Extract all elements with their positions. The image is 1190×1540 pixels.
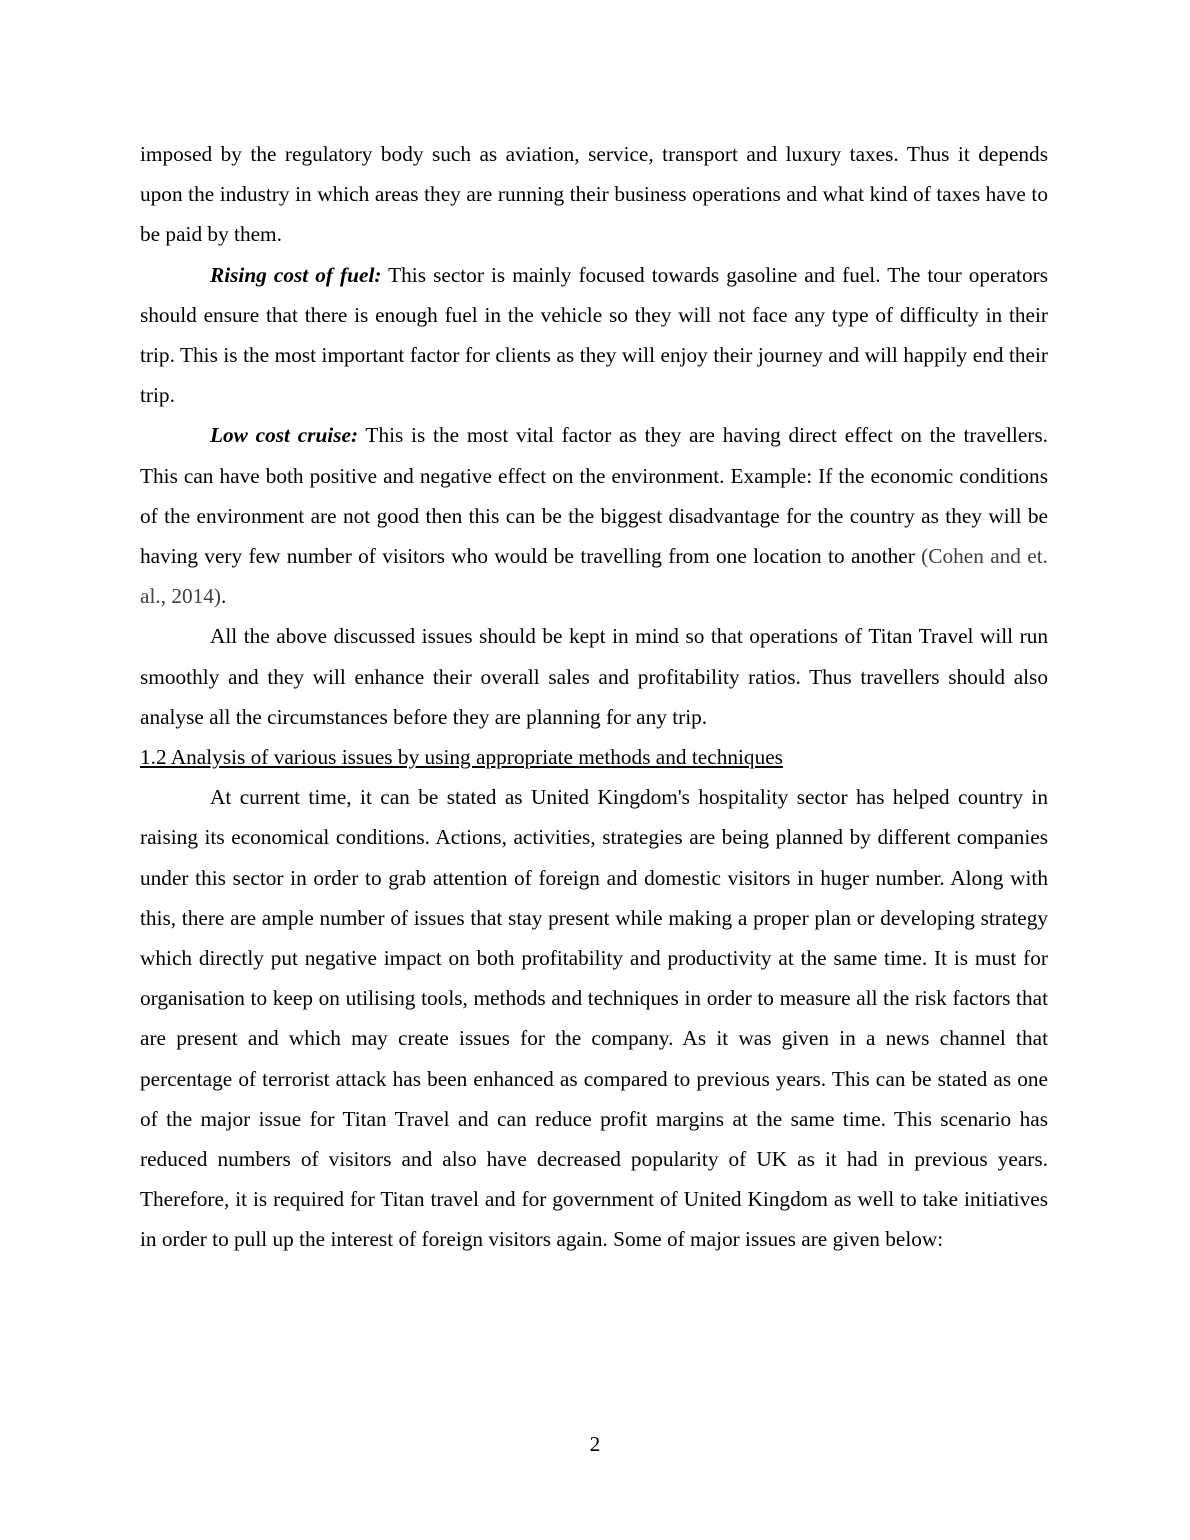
- paragraph-analysis: At current time, it can be stated as United Kingdom's hospitality sector has helped country in raising its economical conditions. Actions, activities, strategies are being planned by different companies under this sector in order to grab attention of foreign and domestic visitors in huger number. Along with this, there are ample number of issues that stay present while making a proper plan or developing strategy which directly put negative impact on both profitability and productivity at the same time. It is must for organisation to keep on utilising tools, methods and techniques in order to measure all the risk factors that are present and which may create issues for the company. As it was given in a news channel that percentage of terrorist attack has been enhanced as compared to previous years. This can be stated as one of the major issue for Titan Travel and can reduce profit margins at the same time. This scenario has reduced numbers of visitors and also have decreased popularity of UK as it had in previous years. Therefore, it is required for Titan travel and for government of United Kingdom as well to take initiatives in order to pull up the interest of foreign visitors again. Some of major issues are given below:: [140, 785, 1048, 1252]
- paragraph-cruise-end: .: [221, 584, 227, 609]
- paragraph-cruise: [140, 415, 1048, 616]
- paragraph-taxes: imposed by the regulatory body such as aviation, service, transport and luxury taxes. Thus it depends upon the industry in which areas they are running their business operations and what kind of taxes have to be paid by them.: [140, 142, 1048, 247]
- term-low-cost-cruise: Low cost cruise:: [210, 423, 359, 448]
- citation: (Cohen and et. al., 2014): [140, 544, 1048, 609]
- page-number: 2: [589, 1432, 601, 1456]
- document-page: [140, 134, 1048, 1260]
- paragraph-fuel-text: This sector is mainly focused towards gasoline and fuel. The tour operators should ensure that there is enough fuel in the vehicle so they will not face any type of difficulty in their trip. This is the most important factor for clients as they will enjoy their journey and will happily end their trip.: [140, 262, 1048, 408]
- section-heading: 1.2 Analysis of various issues by using appropriate methods and techniques: [140, 745, 783, 770]
- paragraph-summary: All the above discussed issues should be kept in mind so that operations of Titan Travel will run smoothly and they will enhance their overall sales and profitability ratios. Thus travellers should also analyse all the circumstances before they are planning for any trip.: [140, 624, 1048, 729]
- paragraph-fuel: [140, 255, 1048, 416]
- paragraph-cruise-text: This is the most vital factor as they are having direct effect on the travellers. This can have both positive and negative effect on the environment. Example: If the economic conditions of the environment are not good then this can be the biggest disadvantage for the country as they will be having very few number of visitors who would be travelling from one location to another: [140, 423, 1048, 569]
- term-rising-cost-of-fuel: Rising cost of fuel:: [210, 262, 382, 287]
